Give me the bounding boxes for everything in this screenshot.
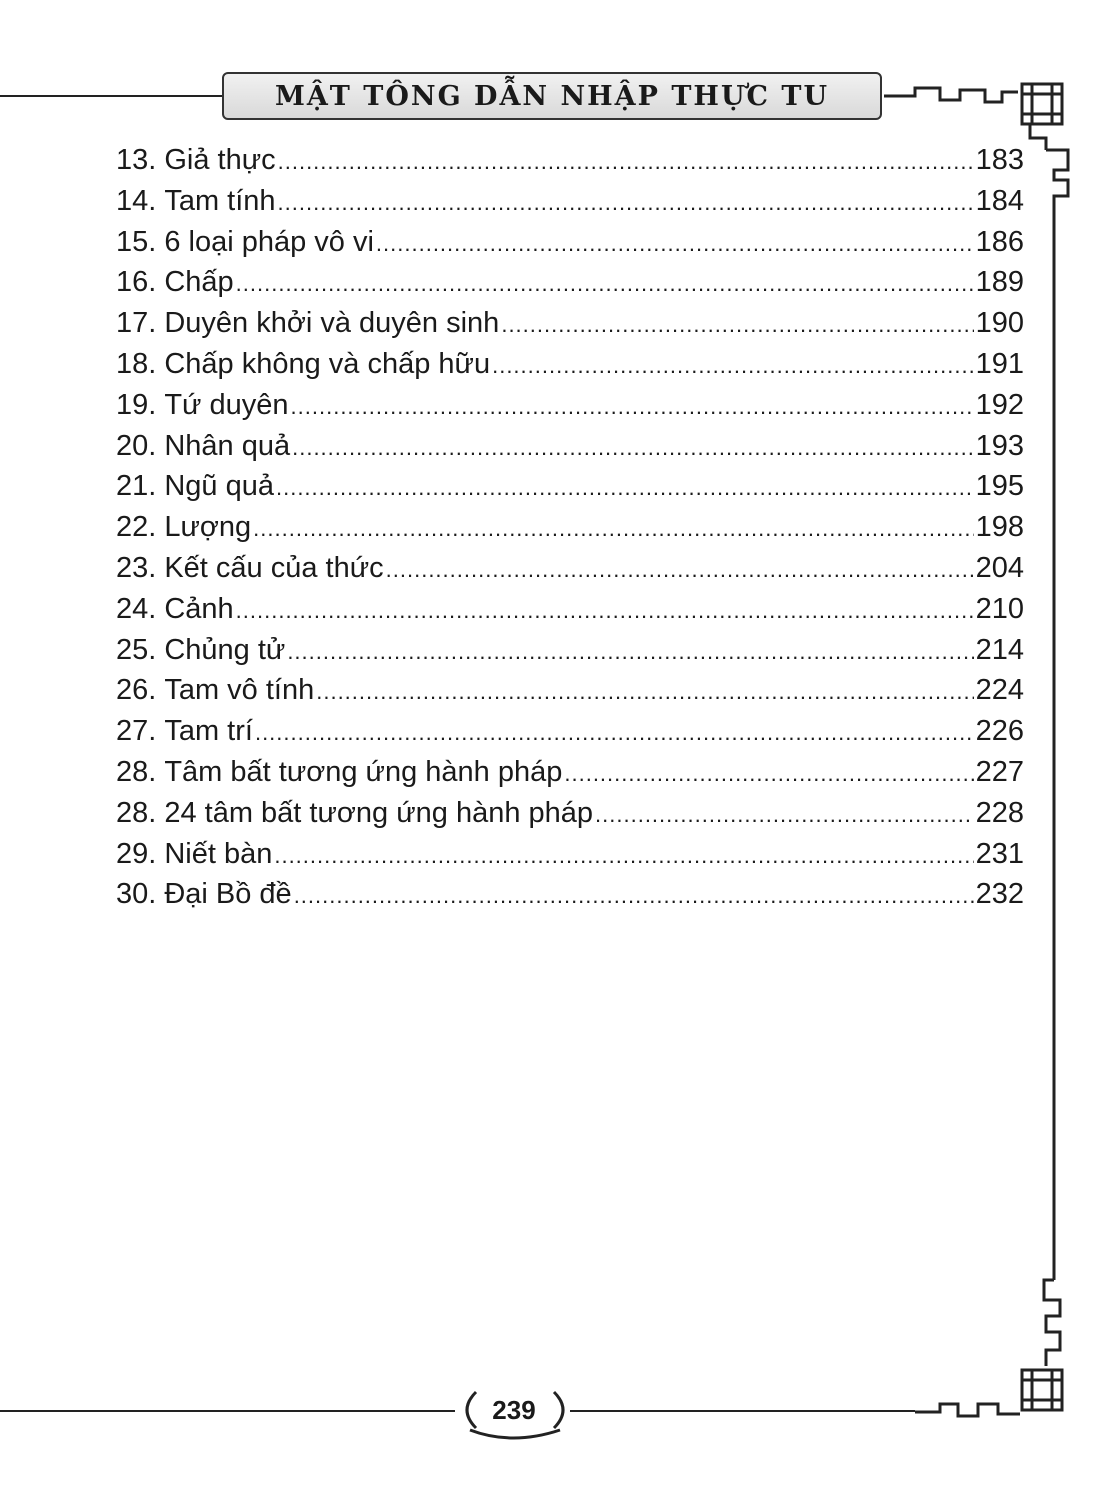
toc-entry-number: 29.: [116, 837, 157, 870]
toc-entry[interactable]: [116, 752, 1024, 793]
toc-entry-title: Nhân quả: [164, 429, 291, 462]
toc-entry-page: 224: [975, 674, 1024, 707]
toc-entry[interactable]: [116, 344, 1024, 385]
toc-entry[interactable]: [116, 222, 1024, 263]
toc-entry-title: 6 loại pháp vô vi: [164, 225, 374, 258]
dot-leader: [255, 711, 974, 752]
footer-rule-left: [0, 1410, 455, 1412]
toc-entry[interactable]: [116, 630, 1024, 671]
dot-leader: [316, 670, 973, 711]
toc-entry-number: 27.: [116, 715, 157, 748]
toc-entry-number: 28.: [116, 755, 157, 788]
toc-entry-title: Lượng: [164, 511, 252, 544]
toc-entry-title: Tứ duyên: [164, 388, 289, 421]
toc-entry[interactable]: [116, 303, 1024, 344]
toc-entry-number: 16.: [116, 266, 157, 299]
toc-entry-page: 228: [975, 796, 1024, 829]
toc-entry-title: Niết bàn: [164, 837, 273, 870]
toc-entry-page: 204: [975, 551, 1024, 584]
running-header: [222, 72, 882, 120]
dot-leader: [253, 507, 973, 548]
toc-entry-number: 20.: [116, 429, 157, 462]
page-number: 239: [492, 1394, 536, 1425]
toc-entry-title: Kết cấu của thức: [164, 551, 384, 584]
toc-entry-title: Tam trí: [164, 715, 253, 748]
toc-entry-title: Đại Bồ đề: [164, 878, 292, 911]
toc-entry-number: 30.: [116, 878, 157, 911]
toc-entry-title: Tam tính: [164, 184, 276, 217]
dot-leader: [278, 140, 974, 181]
dot-leader: [236, 262, 974, 303]
toc-entry[interactable]: [116, 874, 1024, 915]
toc-entry-page: 227: [975, 755, 1024, 788]
toc-entry[interactable]: [116, 426, 1024, 467]
toc-entry[interactable]: [116, 670, 1024, 711]
toc-entry-page: 214: [975, 633, 1024, 666]
toc-entry[interactable]: [116, 466, 1024, 507]
toc-entry-number: 17.: [116, 307, 157, 340]
header-rule: [0, 95, 222, 97]
toc-entry-number: 22.: [116, 511, 157, 544]
toc-entry-page: 184: [975, 184, 1024, 217]
toc-entry-number: 14.: [116, 184, 157, 217]
page-number-badge: [458, 1388, 570, 1432]
dot-leader: [501, 303, 973, 344]
toc-entry-page: 232: [975, 878, 1024, 911]
dot-leader: [287, 630, 973, 671]
toc-entry-title: Giả thực: [164, 144, 276, 176]
toc-entry-title: Ngũ quả: [164, 470, 274, 503]
toc-entry-page: 195: [975, 470, 1024, 503]
toc-entry-page: 210: [975, 592, 1024, 625]
toc-entry-title: Chấp: [164, 266, 234, 299]
toc-entry-title: Chấp không và chấp hữu: [164, 347, 491, 380]
dot-leader: [564, 752, 973, 793]
toc-entry-title: Cảnh: [164, 592, 234, 625]
toc-entry-page: 192: [975, 388, 1024, 421]
toc-entry[interactable]: [116, 548, 1024, 589]
toc-entry[interactable]: [116, 793, 1024, 834]
dot-leader: [595, 793, 974, 834]
toc-entry[interactable]: [116, 589, 1024, 630]
toc-entry-number: 19.: [116, 388, 157, 421]
dot-leader: [492, 344, 974, 385]
toc-entry[interactable]: [116, 834, 1024, 875]
toc-entry-title: Tâm bất tương ứng hành pháp: [164, 755, 563, 788]
toc-entry-title: Tam vô tính: [164, 674, 315, 707]
dot-leader: [294, 874, 974, 915]
toc-entry-number: 21.: [116, 470, 157, 503]
toc-entry[interactable]: [116, 181, 1024, 222]
toc-entry-number: 18.: [116, 347, 157, 380]
toc-entry-page: 186: [975, 225, 1024, 258]
toc-entry-page: 189: [975, 266, 1024, 299]
toc-entry-page: 190: [975, 307, 1024, 340]
dot-leader: [274, 834, 973, 875]
toc-entry[interactable]: [116, 262, 1024, 303]
dot-leader: [292, 426, 974, 467]
toc-entry-title: Duyên khởi và duyên sinh: [164, 307, 500, 340]
dot-leader: [376, 222, 974, 263]
toc-entry-number: 28.: [116, 796, 157, 829]
toc-entry[interactable]: [116, 385, 1024, 426]
dot-leader: [291, 385, 974, 426]
toc-entry-page: 226: [975, 715, 1024, 748]
toc-entry-page: 198: [975, 511, 1024, 544]
toc-entry-number: 13.: [116, 144, 157, 176]
toc-entry-number: 15.: [116, 225, 157, 258]
toc-entry-title: 24 tâm bất tương ứng hành pháp: [164, 796, 594, 829]
toc-entry-number: 26.: [116, 674, 157, 707]
book-title: MẬT TÔNG DẪN NHẬP THỰC TU: [274, 80, 830, 112]
toc-entry-page: 193: [975, 429, 1024, 462]
table-of-contents: [116, 140, 1024, 915]
toc-entry-page: 231: [975, 837, 1024, 870]
toc-entry-number: 25.: [116, 633, 157, 666]
toc-entry-page: 191: [975, 347, 1024, 380]
dot-leader: [386, 548, 974, 589]
dot-leader: [276, 466, 974, 507]
toc-entry-number: 24.: [116, 592, 157, 625]
dot-leader: [278, 181, 974, 222]
toc-entry-title: Chủng tử: [164, 633, 286, 666]
toc-entry[interactable]: [116, 507, 1024, 548]
dot-leader: [236, 589, 974, 630]
toc-entry-page: 183: [975, 144, 1024, 176]
toc-entry-number: 23.: [116, 551, 157, 584]
toc-entry[interactable]: [116, 140, 1024, 181]
footer-rule-right: [570, 1410, 915, 1412]
toc-entry[interactable]: [116, 711, 1024, 752]
